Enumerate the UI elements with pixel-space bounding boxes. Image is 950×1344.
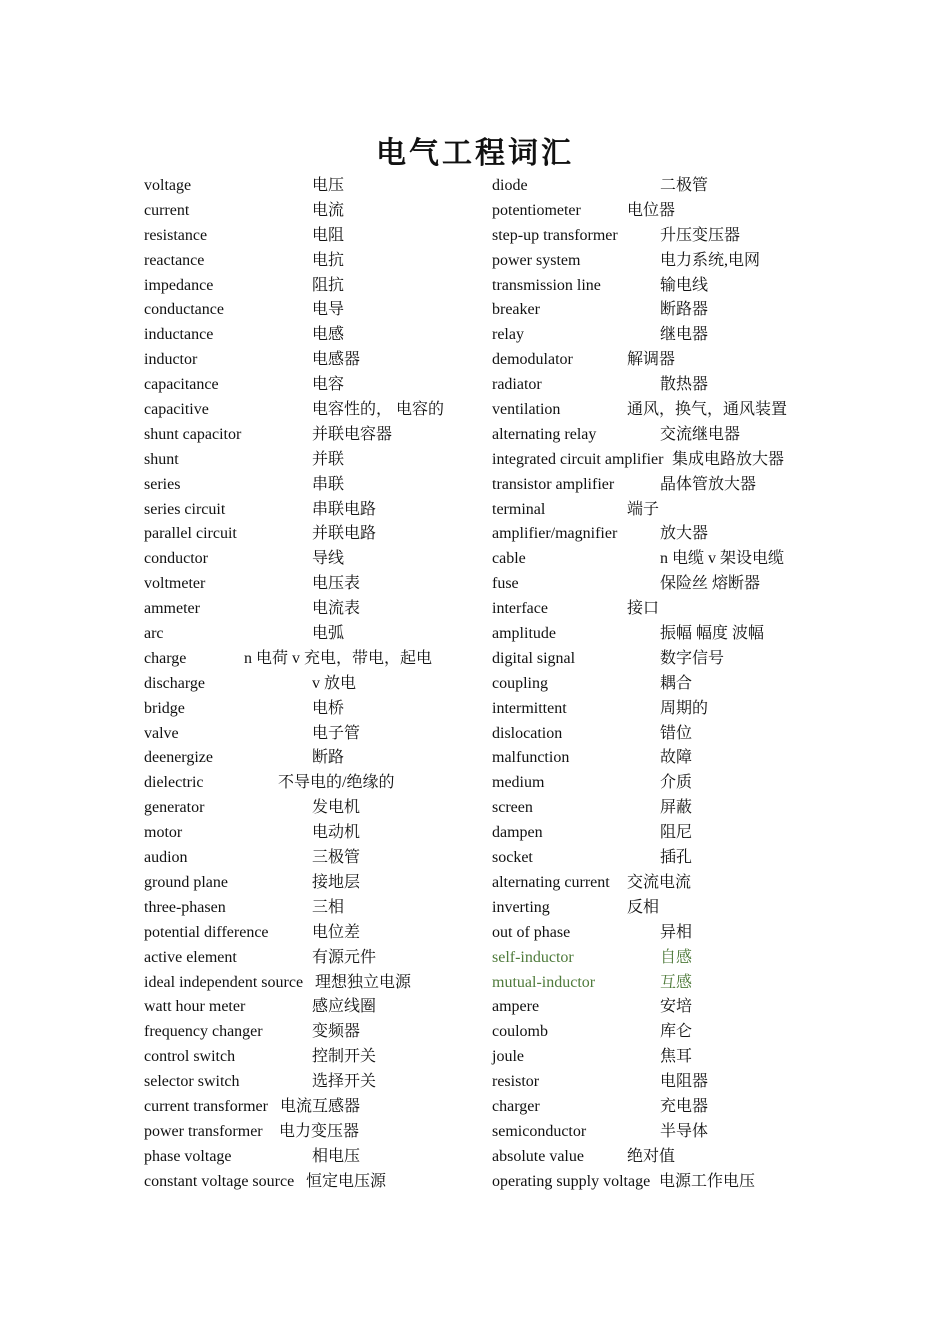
english-term: frequency changer xyxy=(144,1023,263,1041)
english-term: amplifier/magnifier xyxy=(492,525,618,543)
english-term: reactance xyxy=(144,251,205,269)
english-term: shunt capacitor xyxy=(144,425,242,443)
chinese-translation: 电位器 xyxy=(627,201,676,219)
english-term: resistance xyxy=(144,226,208,244)
chinese-translation: 互感 xyxy=(660,973,693,991)
english-term: valve xyxy=(144,724,179,742)
english-term: coupling xyxy=(492,674,548,692)
english-term: arc xyxy=(144,625,164,643)
chinese-translation: 振幅 幅度 波幅 xyxy=(660,625,765,643)
chinese-translation: 变频器 xyxy=(312,1023,361,1041)
english-term: generator xyxy=(144,799,205,817)
chinese-translation: 交流电流 xyxy=(627,873,692,891)
english-term: step-up transformer xyxy=(492,226,618,244)
chinese-translation: 电导 xyxy=(312,301,345,319)
english-term: charge xyxy=(144,649,187,667)
chinese-translation: 端子 xyxy=(627,500,660,518)
english-term: parallel circuit xyxy=(144,525,237,543)
chinese-translation: 交流继电器 xyxy=(660,425,741,443)
chinese-translation: 电流互感器 xyxy=(280,1097,361,1115)
english-term: discharge xyxy=(144,674,206,692)
english-term: ideal independent source xyxy=(144,973,304,991)
page-title: 电气工程词汇 xyxy=(376,136,574,171)
english-term: diode xyxy=(492,177,528,194)
english-term: demodulator xyxy=(492,351,573,369)
english-term: resistor xyxy=(492,1073,540,1091)
chinese-translation: 充电器 xyxy=(660,1097,709,1115)
english-term: malfunction xyxy=(492,749,570,767)
english-term: joule xyxy=(492,1048,524,1066)
english-term: ammeter xyxy=(144,600,200,618)
chinese-translation: 反相 xyxy=(627,898,660,916)
english-term: ampere xyxy=(492,998,540,1016)
english-term: absolute value xyxy=(492,1147,584,1165)
english-term: audion xyxy=(144,849,188,867)
chinese-translation: 有源元件 xyxy=(312,948,377,966)
english-term: capacitive xyxy=(144,401,209,419)
chinese-translation: 断路 xyxy=(312,749,345,767)
english-term: terminal xyxy=(492,500,546,518)
english-term: medium xyxy=(492,774,545,792)
chinese-translation: 不导电的/绝缘的 xyxy=(278,774,395,792)
chinese-translation: 自感 xyxy=(660,948,693,966)
chinese-translation: 电阻 xyxy=(312,226,345,244)
english-term: dislocation xyxy=(492,724,563,742)
chinese-translation: 电流表 xyxy=(312,600,361,618)
english-term: constant voltage source xyxy=(144,1172,295,1190)
chinese-translation: 周期的 xyxy=(660,699,709,717)
english-term: interface xyxy=(492,600,548,618)
english-term: series xyxy=(144,475,181,493)
english-term: screen xyxy=(492,799,533,817)
english-term: current transformer xyxy=(144,1097,268,1115)
chinese-translation: 安培 xyxy=(660,998,693,1016)
english-term: operating supply voltage xyxy=(492,1172,651,1190)
chinese-translation: n 电缆 v 架设电缆 xyxy=(660,550,785,568)
english-term: voltmeter xyxy=(144,575,206,593)
english-term: watt hour meter xyxy=(144,998,246,1016)
english-term: transmission line xyxy=(492,276,601,294)
chinese-translation: 三相 xyxy=(312,898,345,916)
english-term: coulomb xyxy=(492,1023,548,1041)
english-term: series circuit xyxy=(144,500,226,518)
english-term: deenergize xyxy=(144,749,213,767)
english-term: motor xyxy=(144,824,183,842)
chinese-translation: 绝对值 xyxy=(627,1147,676,1165)
chinese-translation: 阻尼 xyxy=(660,824,693,842)
chinese-translation: 通风，换气，通风装置 xyxy=(627,401,788,419)
english-term: impedance xyxy=(144,276,214,294)
chinese-translation: 异相 xyxy=(660,923,693,941)
chinese-translation: 电桥 xyxy=(312,699,345,717)
chinese-translation: 电容性的， 电容的 xyxy=(312,401,445,419)
english-term: inverting xyxy=(492,898,550,916)
chinese-translation: 放大器 xyxy=(660,525,709,543)
english-term: relay xyxy=(492,326,524,344)
english-term: ventilation xyxy=(492,401,561,419)
chinese-translation: 电感 xyxy=(312,326,345,344)
chinese-translation: 并联 xyxy=(312,450,345,468)
english-term: self-inductor xyxy=(492,948,574,966)
english-term: bridge xyxy=(144,699,185,717)
english-term: three-phasen xyxy=(144,898,226,916)
chinese-translation: 恒定电压源 xyxy=(306,1172,387,1190)
chinese-translation: 升压变压器 xyxy=(660,226,741,244)
english-term: out of phase xyxy=(492,923,571,941)
chinese-translation: 集成电路放大器 xyxy=(672,450,785,468)
chinese-translation: 焦耳 xyxy=(660,1048,693,1066)
english-term: voltage xyxy=(144,177,192,194)
english-term: inductor xyxy=(144,351,198,369)
chinese-translation: 相电压 xyxy=(312,1147,361,1165)
english-term: power transformer xyxy=(144,1122,263,1140)
chinese-translation: 电动机 xyxy=(312,824,361,842)
chinese-translation: 电流 xyxy=(312,201,345,219)
chinese-translation: 耦合 xyxy=(660,674,693,692)
chinese-translation: 电位差 xyxy=(312,923,361,941)
chinese-translation: 接地层 xyxy=(312,873,361,891)
chinese-translation: 电力变压器 xyxy=(279,1122,360,1140)
chinese-translation: n 电荷 v 充电，带电，起电 xyxy=(244,649,433,667)
english-term: potential difference xyxy=(144,923,269,941)
chinese-translation: 电力系统,电网 xyxy=(660,251,761,269)
chinese-translation: 介质 xyxy=(660,774,693,792)
chinese-translation: 晶体管放大器 xyxy=(660,475,757,493)
english-term: power system xyxy=(492,251,581,269)
english-term: conductance xyxy=(144,301,224,319)
english-term: dampen xyxy=(492,824,543,842)
english-term: digital signal xyxy=(492,649,576,667)
english-term: cable xyxy=(492,550,526,568)
chinese-translation: 并联电容器 xyxy=(312,425,393,443)
chinese-translation: 电感器 xyxy=(312,351,361,369)
chinese-translation: 串联电路 xyxy=(312,500,377,518)
chinese-translation: v 放电 xyxy=(312,674,357,692)
english-term: conductor xyxy=(144,550,208,568)
english-term: breaker xyxy=(492,301,540,319)
english-term: socket xyxy=(492,849,533,867)
chinese-translation: 电压 xyxy=(312,177,345,194)
chinese-translation: 感应线圈 xyxy=(312,998,377,1016)
english-term: dielectric xyxy=(144,774,204,792)
chinese-translation: 接口 xyxy=(627,600,660,618)
english-term: alternating relay xyxy=(492,425,597,443)
chinese-translation: 输电线 xyxy=(660,276,709,294)
chinese-translation: 散热器 xyxy=(660,376,709,394)
english-term: radiator xyxy=(492,376,542,394)
chinese-translation: 三极管 xyxy=(312,849,361,867)
english-term: intermittent xyxy=(492,699,567,717)
chinese-translation: 电阻器 xyxy=(660,1073,709,1091)
english-term: ground plane xyxy=(144,873,228,891)
chinese-translation: 阻抗 xyxy=(312,276,345,294)
chinese-translation: 选择开关 xyxy=(312,1073,377,1091)
english-term: potentiometer xyxy=(492,201,581,219)
chinese-translation: 电压表 xyxy=(312,575,361,593)
english-term: control switch xyxy=(144,1048,236,1066)
english-term: current xyxy=(144,201,190,219)
english-term: active element xyxy=(144,948,237,966)
chinese-translation: 电容 xyxy=(312,376,345,394)
chinese-translation: 二极管 xyxy=(660,177,709,194)
english-term: transistor amplifier xyxy=(492,475,615,493)
chinese-translation: 控制开关 xyxy=(312,1048,377,1066)
english-term: capacitance xyxy=(144,376,219,394)
chinese-translation: 数字信号 xyxy=(660,649,725,667)
english-term: shunt xyxy=(144,450,179,468)
english-term: phase voltage xyxy=(144,1147,232,1165)
chinese-translation: 发电机 xyxy=(312,799,361,817)
chinese-translation: 导线 xyxy=(312,550,345,568)
chinese-translation: 串联 xyxy=(312,475,345,493)
english-term: fuse xyxy=(492,575,519,593)
english-term: amplitude xyxy=(492,625,556,643)
chinese-translation: 保险丝 熔断器 xyxy=(660,575,761,593)
chinese-translation: 错位 xyxy=(660,724,693,742)
english-term: mutual-inductor xyxy=(492,973,596,991)
english-term: semiconductor xyxy=(492,1122,587,1140)
english-term: charger xyxy=(492,1097,540,1115)
chinese-translation: 电源工作电压 xyxy=(659,1172,756,1190)
chinese-translation: 电子管 xyxy=(312,724,361,742)
english-term: integrated circuit amplifier xyxy=(492,450,664,468)
chinese-translation: 断路器 xyxy=(660,301,709,319)
english-term: inductance xyxy=(144,326,214,344)
chinese-translation: 半导体 xyxy=(660,1122,709,1140)
chinese-translation: 电抗 xyxy=(312,251,345,269)
chinese-translation: 屏蔽 xyxy=(660,799,693,817)
chinese-translation: 继电器 xyxy=(660,326,709,344)
english-term: selector switch xyxy=(144,1073,240,1091)
chinese-translation: 理想独立电源 xyxy=(315,973,412,991)
chinese-translation: 库仑 xyxy=(660,1023,693,1041)
chinese-translation: 故障 xyxy=(660,749,693,767)
english-term: alternating current xyxy=(492,873,610,891)
chinese-translation: 解调器 xyxy=(627,351,676,369)
chinese-translation: 插孔 xyxy=(660,849,693,867)
chinese-translation: 并联电路 xyxy=(312,525,377,543)
chinese-translation: 电弧 xyxy=(312,625,345,643)
